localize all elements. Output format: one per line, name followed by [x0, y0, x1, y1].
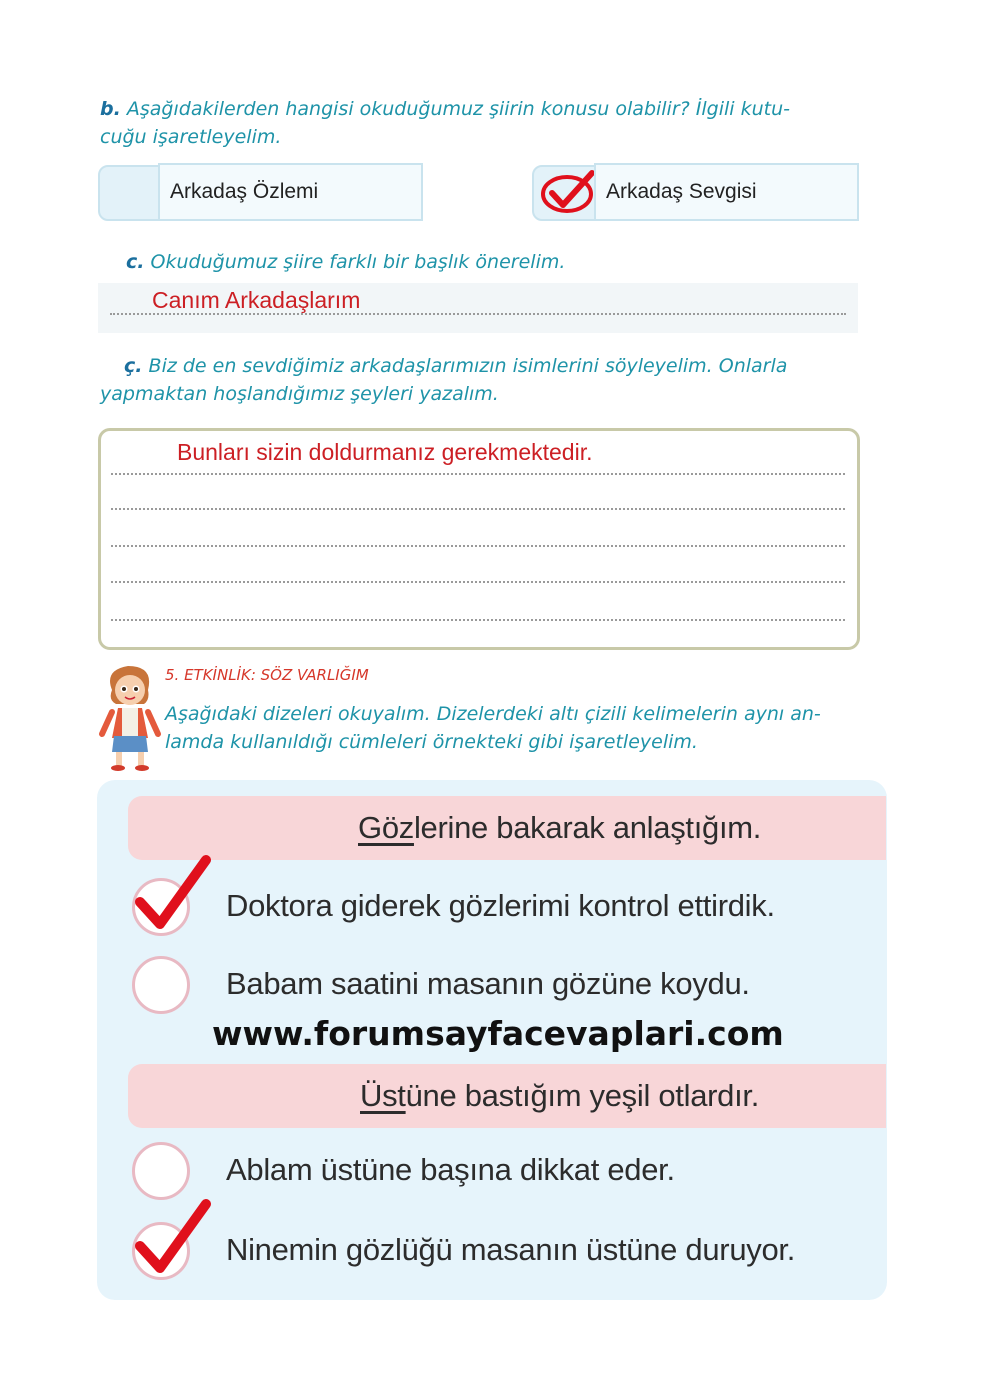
option-box-arkadas-ozlemi	[158, 163, 423, 221]
option-1a-text: Doktora giderek gözlerimi kontrol ettirdik.	[226, 888, 775, 923]
dotted-line	[111, 508, 845, 510]
red-checkmark-icon	[126, 1196, 216, 1286]
question-b	[100, 95, 865, 151]
prompt-2-underlined-word: Üst	[360, 1078, 406, 1113]
prompt-bar-2	[128, 1064, 886, 1128]
prompt-1-underlined-word: Göz	[358, 810, 414, 845]
answer-c-text: Canım Arkadaşlarım	[152, 287, 361, 313]
question-cc-text-line1: Biz de en sevdiğimiz arkadaşlarımızın isimlerini söyleyelim. Onlarla	[148, 355, 788, 377]
prompt-2-rest: üne bastığım yeşil otlardır.	[405, 1078, 760, 1113]
activity5-title: 5. ETKİNLİK: SÖZ VARLIĞIM	[165, 666, 369, 684]
option-checkbox-arkadas-ozlemi[interactable]	[98, 165, 164, 221]
dotted-line	[111, 473, 845, 475]
watermark-website[interactable]: www.forumsayfacevaplari.com	[212, 1014, 784, 1053]
activity5-instruction-line1: Aşağıdaki dizeleri okuyalım. Dizelerdeki altı çizili kelimelerin aynı an-	[165, 703, 821, 725]
option-label: Arkadaş Sevgisi	[606, 180, 757, 203]
answer-cc-lines-box[interactable]	[98, 428, 860, 650]
red-checkmark-icon	[126, 852, 216, 942]
prompt-1-rest: lerine bakarak anlaştığım.	[413, 810, 762, 845]
activity5-instruction	[165, 700, 865, 756]
option-2a-text: Ablam üstüne başına dikkat eder.	[226, 1152, 675, 1187]
question-cc-text-line2: yapmaktan hoşlandığımız şeyleri yazalım.	[100, 383, 499, 405]
answer-c-field[interactable]	[98, 283, 858, 333]
dotted-line	[111, 545, 845, 547]
girl-character-illustration	[98, 660, 162, 772]
question-c-text: Okuduğumuz şiire farklı bir başlık önerelim.	[150, 251, 566, 273]
prompt-2-text	[360, 1078, 759, 1114]
activity5-instruction-line2: lamda kullanıldığı cümleleri örnekteki gibi işaretleyelim.	[165, 731, 698, 753]
prompt-1-text	[358, 810, 761, 846]
prompt-bar-1	[128, 796, 886, 860]
question-c	[126, 248, 866, 276]
checkmark-circle-icon	[534, 167, 598, 219]
dotted-line	[111, 581, 845, 583]
dotted-line	[111, 619, 845, 621]
option-1b-text: Babam saatini masanın gözüne koydu.	[226, 966, 750, 1001]
question-b-text-line1: Aşağıdakilerden hangisi okuduğumuz şiirin konusu olabilir? İlgili kutu-	[126, 98, 790, 120]
answer-cc-text: Bunları sizin doldurmanız gerekmektedir.	[177, 439, 593, 465]
question-c-letter: c.	[126, 251, 145, 273]
question-b-letter: b.	[100, 98, 121, 120]
option-2b-text: Ninemin gözlüğü masanın üstüne duruyor.	[226, 1232, 796, 1267]
question-cc-letter: ç.	[124, 355, 143, 377]
option-label: Arkadaş Özlemi	[170, 180, 319, 203]
option-checkbox-arkadas-sevgisi[interactable]	[532, 165, 600, 221]
question-b-text-line2: cuğu işaretleyelim.	[100, 126, 282, 148]
option-circle-2a[interactable]	[132, 1142, 190, 1200]
question-cc	[100, 352, 862, 408]
option-circle-1b[interactable]	[132, 956, 190, 1014]
option-box-arkadas-sevgisi	[594, 163, 859, 221]
